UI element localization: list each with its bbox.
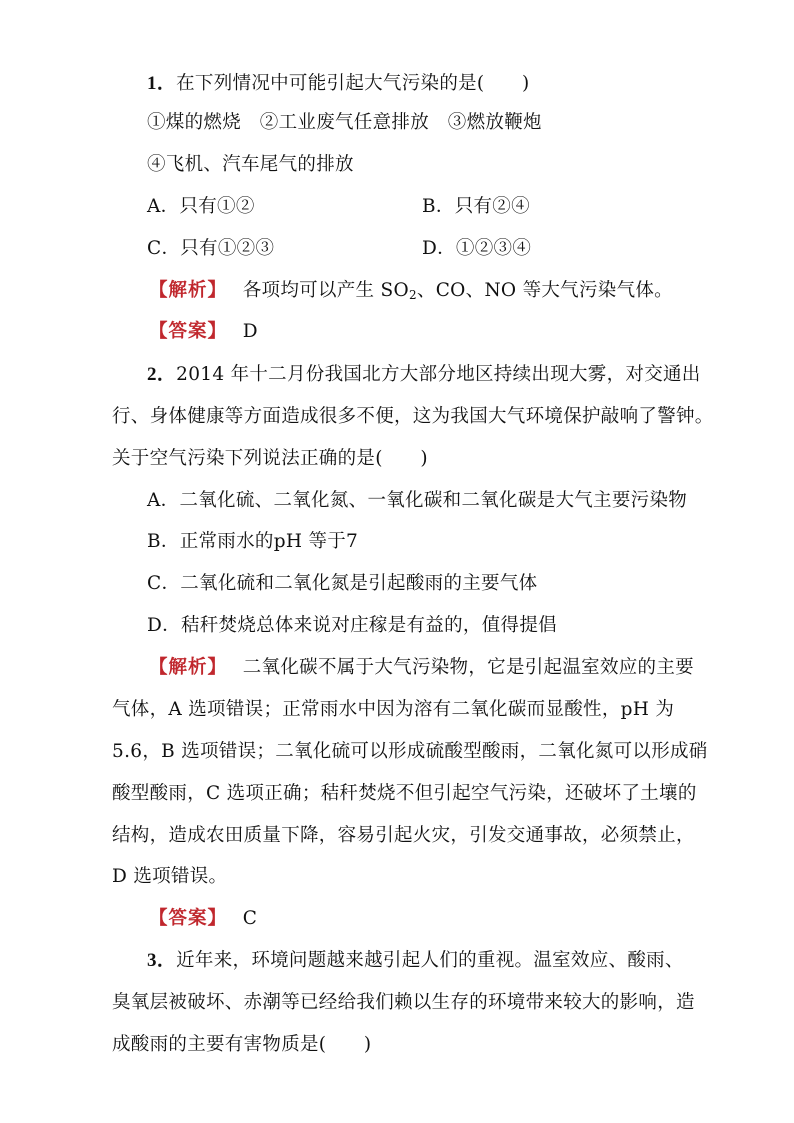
- q2-option-a: A．二氧化硫、二氧化氮、一氧化碳和二氧化碳是大气主要污染物: [147, 490, 688, 511]
- q2-answer-tag: 【答案】: [149, 908, 218, 929]
- q2-analysis-line2: 气体，A 选项错误；正常雨水中因为溶有二氧化碳而显酸性，pH 为: [112, 699, 675, 720]
- q3-number: 3: [147, 950, 157, 971]
- q2-analysis-line4: 酸型酸雨，C 选项正确；秸秆焚烧不但引起空气污染，还破坏了土壤的: [112, 783, 697, 804]
- q2-stem-line1-text: 2014 年十二月份我国北方大部分地区持续出现大雾，对交通出: [176, 364, 701, 385]
- q1-option-b: B．只有②④: [422, 196, 530, 217]
- q3-stem-line2: 臭氧层被破坏、赤潮等已经给我们赖以生存的环境带来较大的影响，造: [112, 992, 695, 1013]
- q1-stem-text: 在下列情况中可能引起大气污染的是( ): [176, 73, 530, 94]
- q1-analysis-sub: 2: [408, 288, 417, 302]
- q3-stem-line1-text: 近年来，环境问题越来越引起人们的重视。温室效应、酸雨、: [176, 950, 684, 971]
- q2-analysis-line3: 5.6，B 选项错误；二氧化硫可以形成硫酸型酸雨，二氧化氮可以形成硝: [112, 741, 708, 762]
- q2-answer-value: C: [242, 908, 258, 929]
- q2-analysis-tag: 【解析】: [149, 657, 218, 678]
- q1-answer: [149, 320, 258, 344]
- q1-option-d: D．①②③④: [422, 238, 532, 259]
- q1-answer-tag: 【答案】: [149, 321, 218, 342]
- q1-items-line2: ④飞机、汽车尾气的排放: [147, 154, 354, 175]
- q2-option-b: B．正常雨水的pH 等于7: [147, 531, 359, 552]
- q1-number: 1: [147, 73, 157, 94]
- q1-option-c: C．只有①②③: [147, 238, 275, 259]
- q2-analysis-line5: 结构，造成农田质量下降，容易引起火灾，引发交通事故，必须禁止，: [112, 825, 695, 846]
- q2-analysis-line1-text: 二氧化碳不属于大气污染物，它是引起温室效应的主要: [242, 657, 694, 678]
- q3-stem-line3: 成酸雨的主要有害物质是( ): [112, 1034, 372, 1055]
- q1-analysis: [149, 279, 673, 307]
- q2-analysis-line1: [149, 656, 694, 680]
- q2-answer: [149, 907, 257, 931]
- q1-option-a: A．只有①②: [147, 196, 255, 217]
- q2-stem-line2: 行、身体健康等方面造成很多不便，这为我国大气环境保护敲响了警钟。: [112, 406, 714, 427]
- q2-option-c: C．二氧化硫和二氧化氮是引起酸雨的主要气体: [147, 573, 538, 594]
- q2-stem-line3: 关于空气污染下列说法正确的是( ): [112, 448, 428, 469]
- q1-analysis-tag: 【解析】: [149, 280, 218, 301]
- q1-stem: 1．在下列情况中可能引起大气污染的是( ): [147, 73, 530, 94]
- q3-stem-line1: 3．近年来，环境问题越来越引起人们的重视。温室效应、酸雨、: [147, 950, 684, 971]
- q1-analysis-pre: 各项均可以产生 SO: [242, 280, 409, 301]
- q2-analysis-line6: D 选项错误。: [112, 866, 228, 887]
- q1-analysis-post: 、CO、NO 等大气污染气体。: [416, 280, 673, 301]
- q2-stem-line1: 2．2014 年十二月份我国北方大部分地区持续出现大雾，对交通出: [147, 364, 701, 385]
- q1-items-line1: ①煤的燃烧 ②工业废气任意排放 ③燃放鞭炮: [147, 112, 542, 133]
- q2-number: 2: [147, 364, 157, 385]
- q1-answer-value: D: [242, 321, 258, 342]
- q2-option-d: D．秸秆焚烧总体来说对庄稼是有益的，值得提倡: [147, 615, 557, 636]
